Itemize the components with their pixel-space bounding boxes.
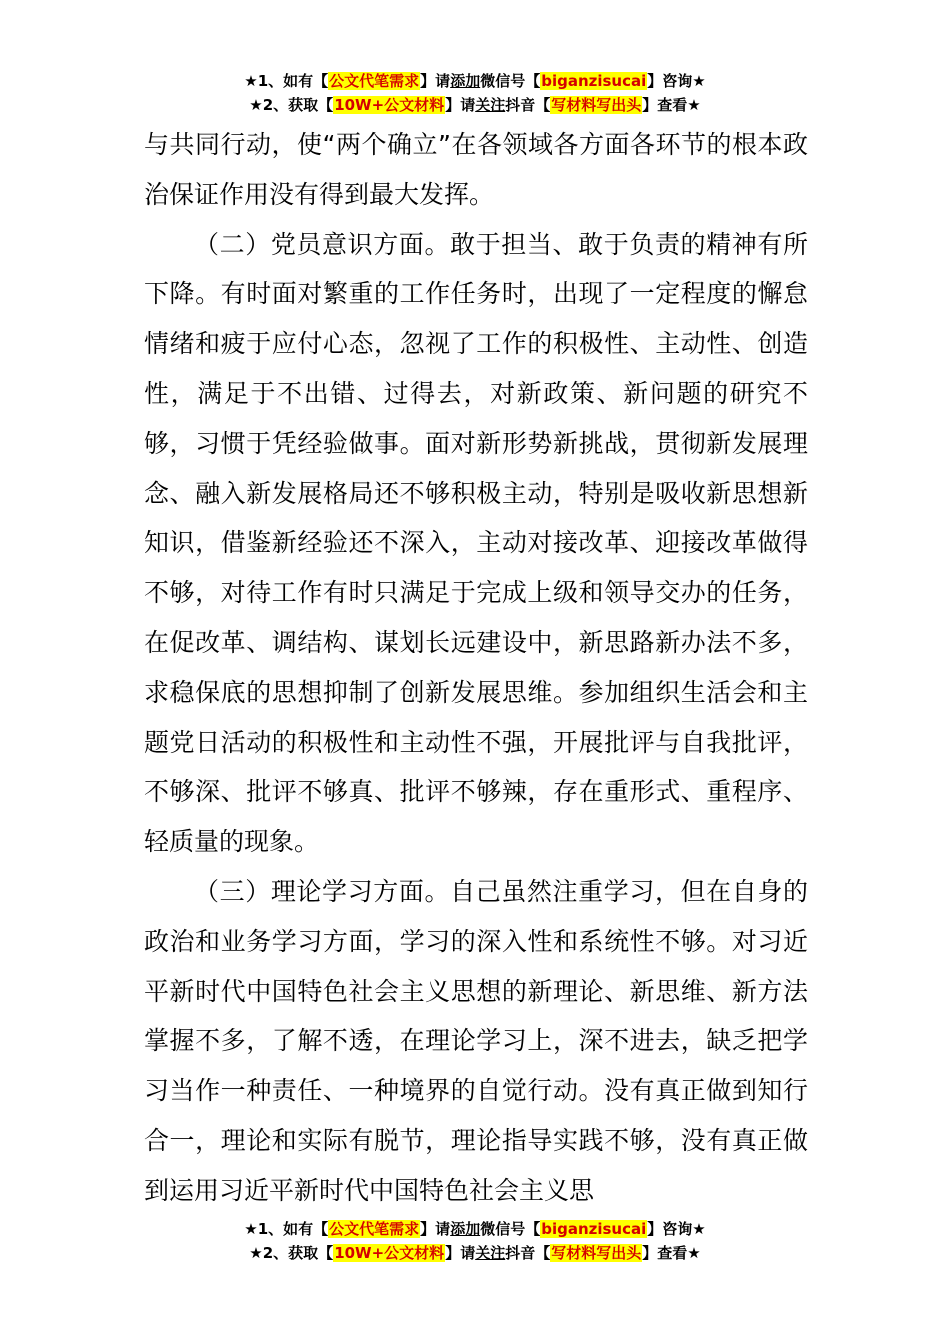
footer-banner [0, 1217, 950, 1265]
banner-text: 】咨询★ [647, 1220, 706, 1238]
banner-text: 抖音【 [505, 96, 551, 114]
banner-text: ★1、如有【 [244, 72, 329, 90]
banner-text: 抖音【 [505, 1244, 551, 1262]
paragraph-continuation: 与共同行动，使“两个确立”在各领域各方面各环节的根本政治保证作用没有得到最大发挥。 [144, 130, 808, 209]
highlight-wechat-id: biganzisucai [541, 1220, 647, 1238]
banner-text: ★1、如有【 [244, 1220, 329, 1238]
banner-line-1 [0, 69, 950, 93]
highlight-douyin-account: 写材料写出头 [551, 1244, 642, 1262]
banner-text: ★2、获取【 [249, 1244, 334, 1262]
paragraph-theory-study: （三）理论学习方面。自己虽然注重学习，但在自身的政治和业务学习方面，学习的深入性和系统性不够。对习近平新时代中国特色社会主义思想的新理论、新思维、新方法掌握不多，了解不透，在理论学习上，深不进去，缺乏把学习当作一种责任、一种境界的自觉行动。没有真正做到知行合一，理论和实际有脱节，理论指导实践不够，没有真正做到运用习近平新时代中国特色社会主义思 [144, 876, 808, 1205]
highlight-wechat-id: biganzisucai [541, 72, 647, 90]
highlight-materials: 10W+公文材料 [334, 96, 445, 114]
highlight-service: 公文代笔需求 [329, 1220, 420, 1238]
document-body [144, 120, 808, 1216]
banner-text: 微信号【 [480, 72, 541, 90]
underlined-text: 关注 [475, 96, 506, 114]
banner-text: ★2、获取【 [249, 96, 334, 114]
banner-line-2 [0, 1241, 950, 1265]
banner-text: 】请 [420, 72, 451, 90]
underlined-text: 添加 [450, 72, 481, 90]
highlight-materials: 10W+公文材料 [334, 1244, 445, 1262]
paragraph-party-awareness: （二）党员意识方面。敢于担当、敢于负责的精神有所下降。有时面对繁重的工作任务时，出现了一定程度的懈怠情绪和疲于应付心态，忽视了工作的积极性、主动性、创造性，满足于不出错、过得去，对新政策、新问题的研究不够，习惯于凭经验做事。面对新形势新挑战，贯彻新发展理念、融入新发展格局还不够积极主动，特别是吸收新思想新知识，借鉴新经验还不深入，主动对接改革、迎接改革做得不够，对待工作有时只满足于完成上级和领导交办的任务，在促改革、调结构、谋划长远建设中，新思路新办法不多，求稳保底的思想抑制了创新发展思维。参加组织生活会和主题党日活动的积极性和主动性不强，开展批评与自我批评，不够深、批评不够真、批评不够辣，存在重形式、重程序、轻质量的现象。 [144, 229, 808, 857]
banner-text: 】请 [445, 1244, 476, 1262]
banner-text: 】咨询★ [647, 72, 706, 90]
underlined-text: 添加 [450, 1220, 481, 1238]
banner-text: 】查看★ [642, 96, 701, 114]
banner-text: 】请 [445, 96, 476, 114]
banner-text: 微信号【 [480, 1220, 541, 1238]
banner-text: 】查看★ [642, 1244, 701, 1262]
banner-line-1 [0, 1217, 950, 1241]
highlight-service: 公文代笔需求 [329, 72, 420, 90]
banner-line-2 [0, 93, 950, 117]
header-banner [0, 69, 950, 117]
underlined-text: 关注 [475, 1244, 506, 1262]
highlight-douyin-account: 写材料写出头 [551, 96, 642, 114]
banner-text: 】请 [420, 1220, 451, 1238]
